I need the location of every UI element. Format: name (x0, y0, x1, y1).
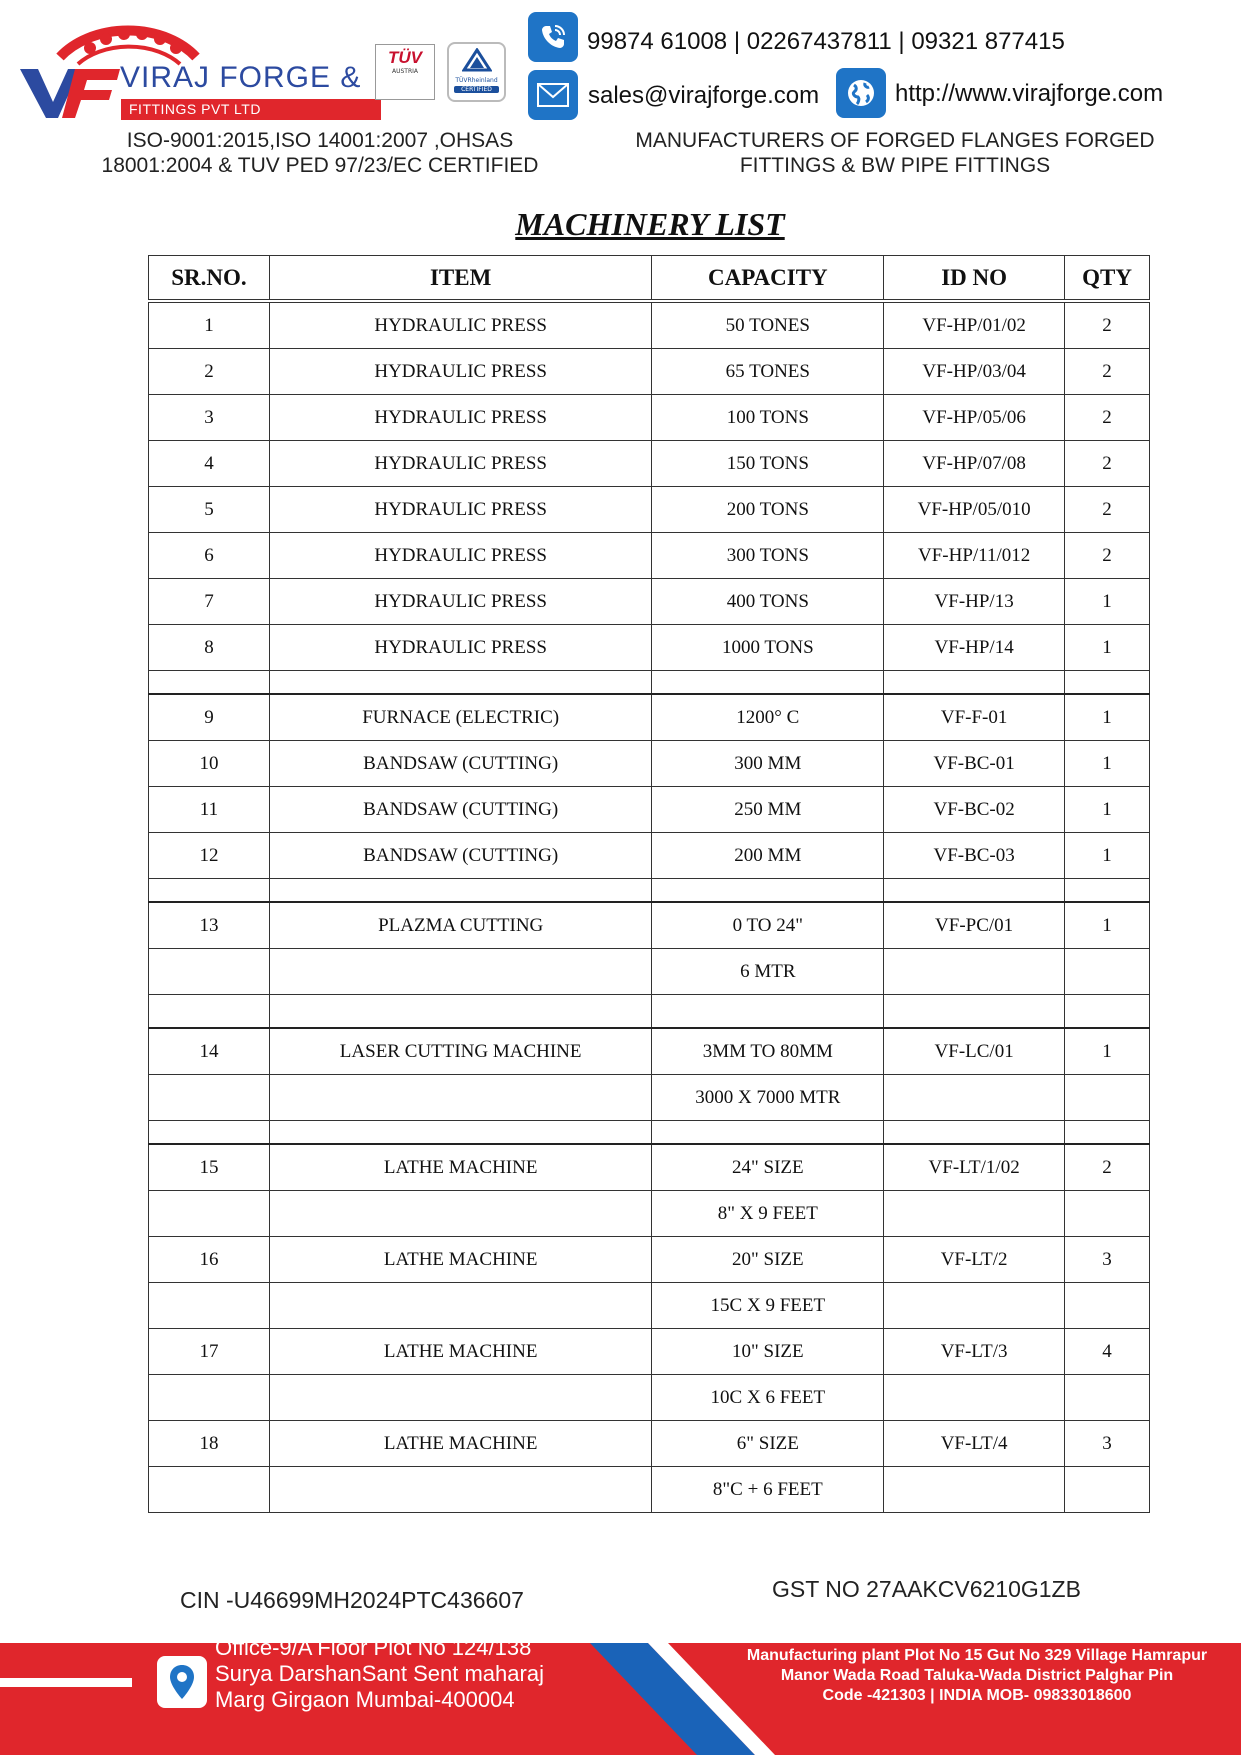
gst-number: GST NO 27AAKCV6210G1ZB (772, 1576, 1081, 1602)
table-row (149, 1329, 1150, 1375)
cell-sr: 3 (149, 395, 270, 441)
cell-qty (1065, 1283, 1150, 1329)
cell-capacity: 0 TO 24" (652, 902, 884, 949)
cell-capacity: 1000 TONS (652, 625, 884, 671)
cell-capacity: 15C X 9 FEET (652, 1283, 884, 1329)
cell-id: VF-F-01 (884, 694, 1065, 741)
cell-id (884, 1191, 1065, 1237)
cell-id: VF-HP/05/06 (884, 395, 1065, 441)
table-row (149, 625, 1150, 671)
cell-capacity: 24" SIZE (652, 1144, 884, 1191)
tuv-rheinland-label: CERTIFIED (454, 86, 499, 93)
cell-capacity: 6 MTR (652, 949, 884, 995)
cell-capacity: 6" SIZE (652, 1421, 884, 1467)
table-row (149, 349, 1150, 395)
cell-id (884, 1283, 1065, 1329)
cell-sr: 8 (149, 625, 270, 671)
header-id-no: ID NO (884, 256, 1065, 302)
table-spacer-row (149, 879, 1150, 903)
cell-item: LATHE MACHINE (269, 1329, 652, 1375)
cell-capacity: 3000 X 7000 MTR (652, 1075, 884, 1121)
certification-line (40, 128, 600, 178)
cell-item: HYDRAULIC PRESS (269, 395, 652, 441)
manufacturer-line (610, 128, 1180, 178)
cell-sr: 4 (149, 441, 270, 487)
cell-capacity: 200 TONS (652, 487, 884, 533)
cell-capacity: 300 TONS (652, 533, 884, 579)
plant-address-line-2: Manor Wada Road Taluka-Wada District Palghar Pin (780, 1667, 1174, 1684)
cell-sr (149, 1075, 270, 1121)
cell-item (269, 1467, 652, 1513)
office-address-line-1: Office-9/A Floor Plot No 124/138 (215, 1635, 532, 1660)
cell-id: VF-LT/1/02 (884, 1144, 1065, 1191)
cell-capacity: 50 TONES (652, 301, 884, 349)
cell-capacity: 200 MM (652, 833, 884, 879)
cell-qty: 1 (1065, 741, 1150, 787)
cell-item (269, 1283, 652, 1329)
cell-sr: 10 (149, 741, 270, 787)
cell-id: VF-HP/03/04 (884, 349, 1065, 395)
plant-address (722, 1646, 1232, 1706)
cell-id: VF-LT/3 (884, 1329, 1065, 1375)
cell-sr: 7 (149, 579, 270, 625)
cell-id: VF-HP/05/010 (884, 487, 1065, 533)
header-item: ITEM (269, 256, 652, 302)
cell-qty: 3 (1065, 1421, 1150, 1467)
globe-icon (836, 68, 886, 118)
letterhead-header (0, 0, 1241, 190)
cell-qty: 2 (1065, 441, 1150, 487)
office-address-line-3: Marg Girgaon Mumbai-400004 (215, 1687, 515, 1712)
cell-sr: 16 (149, 1237, 270, 1283)
tuv-rheinland-badge (447, 42, 506, 102)
cell-sr: 2 (149, 349, 270, 395)
table-row (149, 1237, 1150, 1283)
cell-id (884, 1375, 1065, 1421)
cin-number: CIN -U46699MH2024PTC436607 (180, 1587, 524, 1613)
cell-item: LATHE MACHINE (269, 1237, 652, 1283)
cell-sr (149, 1375, 270, 1421)
cell-capacity: 3MM TO 80MM (652, 1028, 884, 1075)
cell-sr: 13 (149, 902, 270, 949)
email-link[interactable]: sales@virajforge.com (588, 82, 820, 109)
cell-qty: 1 (1065, 833, 1150, 879)
cell-sr: 17 (149, 1329, 270, 1375)
cell-sr: 9 (149, 694, 270, 741)
cell-qty: 2 (1065, 533, 1150, 579)
cell-qty: 1 (1065, 1028, 1150, 1075)
cell-qty (1065, 949, 1150, 995)
cell-item: LATHE MACHINE (269, 1144, 652, 1191)
cell-id: VF-LC/01 (884, 1028, 1065, 1075)
phone-numbers[interactable]: 99874 61008 | 02267437811 | 09321 877415 (587, 28, 1065, 55)
table-row (149, 533, 1150, 579)
cell-sr: 14 (149, 1028, 270, 1075)
plant-address-line-3: Code -421303 | INDIA MOB- 09833018600 (822, 1687, 1132, 1704)
cell-sr: 6 (149, 533, 270, 579)
mail-icon (528, 70, 578, 120)
cell-item (269, 1075, 652, 1121)
cell-sr (149, 949, 270, 995)
table-row (149, 1028, 1150, 1075)
header-capacity: CAPACITY (652, 256, 884, 302)
cell-id: VF-HP/01/02 (884, 301, 1065, 349)
cell-qty: 1 (1065, 787, 1150, 833)
cell-item: HYDRAULIC PRESS (269, 349, 652, 395)
cell-qty: 1 (1065, 902, 1150, 949)
tuv-austria-country: AUSTRIA (391, 68, 418, 75)
table-row (149, 395, 1150, 441)
tuv-austria-badge (375, 44, 435, 100)
cell-item: HYDRAULIC PRESS (269, 625, 652, 671)
cell-item: HYDRAULIC PRESS (269, 441, 652, 487)
cell-item: LATHE MACHINE (269, 1421, 652, 1467)
cell-sr: 1 (149, 301, 270, 349)
cell-item: HYDRAULIC PRESS (269, 533, 652, 579)
cell-capacity: 250 MM (652, 787, 884, 833)
phone-icon (528, 12, 578, 62)
cell-id (884, 949, 1065, 995)
cell-qty: 2 (1065, 1144, 1150, 1191)
table-row (149, 1375, 1150, 1421)
certification-line-2: 18001:2004 & TUV PED 97/23/EC CERTIFIED (101, 154, 539, 177)
cell-qty: 2 (1065, 301, 1150, 349)
cell-item (269, 1375, 652, 1421)
cell-item (269, 1191, 652, 1237)
cell-item: PLAZMA CUTTING (269, 902, 652, 949)
company-subname: FITTINGS PVT LTD (121, 99, 381, 120)
cell-qty: 4 (1065, 1329, 1150, 1375)
cell-qty: 2 (1065, 395, 1150, 441)
table-row (149, 1191, 1150, 1237)
table-row (149, 579, 1150, 625)
cell-id: VF-HP/14 (884, 625, 1065, 671)
manufacturer-line-2: FITTINGS & BW PIPE FITTINGS (739, 154, 1051, 177)
table-row (149, 787, 1150, 833)
table-row (149, 694, 1150, 741)
company-logo (20, 12, 365, 122)
certification-line-1: ISO-9001:2015,ISO 14001:2007 ,OHSAS (126, 129, 514, 152)
cell-id: VF-PC/01 (884, 902, 1065, 949)
cell-sr: 11 (149, 787, 270, 833)
cell-qty (1065, 1191, 1150, 1237)
cell-item: HYDRAULIC PRESS (269, 579, 652, 625)
cell-sr (149, 1467, 270, 1513)
table-row (149, 1144, 1150, 1191)
table-row (149, 1075, 1150, 1121)
cell-item: BANDSAW (CUTTING) (269, 787, 652, 833)
table-row (149, 833, 1150, 879)
table-row (149, 301, 1150, 349)
company-name: VIRAJ FORGE & (120, 61, 362, 94)
cell-item: BANDSAW (CUTTING) (269, 741, 652, 787)
cell-qty (1065, 1075, 1150, 1121)
table-row (149, 741, 1150, 787)
cell-sr: 18 (149, 1421, 270, 1467)
document-title: MACHINERY LIST (515, 206, 785, 242)
header-qty: QTY (1065, 256, 1150, 302)
cell-id: VF-BC-03 (884, 833, 1065, 879)
table-header-row (149, 256, 1150, 302)
cell-id (884, 1467, 1065, 1513)
header-sr-no: SR.NO. (149, 256, 270, 302)
website-link[interactable]: http://www.virajforge.com (895, 80, 1164, 107)
table-row (149, 1467, 1150, 1513)
table-spacer-row (149, 671, 1150, 695)
cell-item: HYDRAULIC PRESS (269, 487, 652, 533)
office-address (215, 1635, 544, 1713)
table-spacer-row (149, 1121, 1150, 1145)
table-row (149, 1421, 1150, 1467)
cell-sr: 15 (149, 1144, 270, 1191)
cell-qty: 2 (1065, 487, 1150, 533)
cell-capacity: 65 TONES (652, 349, 884, 395)
cell-id (884, 1075, 1065, 1121)
table-row (149, 441, 1150, 487)
cell-id: VF-HP/07/08 (884, 441, 1065, 487)
table-row (149, 487, 1150, 533)
cell-qty (1065, 1467, 1150, 1513)
cell-capacity: 10C X 6 FEET (652, 1375, 884, 1421)
table-row (149, 902, 1150, 949)
manufacturer-line-1: MANUFACTURERS OF FORGED FLANGES FORGED (635, 129, 1155, 152)
table-row (149, 1283, 1150, 1329)
tuv-rheinland-brand: TÜVRheinland (455, 77, 498, 84)
cell-qty: 1 (1065, 694, 1150, 741)
map-pin-icon (157, 1656, 207, 1708)
cell-item: HYDRAULIC PRESS (269, 301, 652, 349)
cell-sr (149, 1191, 270, 1237)
cell-id: VF-LT/2 (884, 1237, 1065, 1283)
cell-id: VF-HP/13 (884, 579, 1065, 625)
cell-id: VF-BC-02 (884, 787, 1065, 833)
cell-id: VF-HP/11/012 (884, 533, 1065, 579)
office-address-line-2: Surya DarshanSant Sent maharaj (215, 1661, 544, 1686)
cell-sr: 12 (149, 833, 270, 879)
tuv-triangle-icon (462, 48, 492, 72)
machinery-table (148, 255, 1150, 1513)
cell-capacity: 1200° C (652, 694, 884, 741)
cell-capacity: 300 MM (652, 741, 884, 787)
cell-capacity: 150 TONS (652, 441, 884, 487)
tuv-austria-brand: TÜV (388, 48, 422, 67)
cell-capacity: 20" SIZE (652, 1237, 884, 1283)
cell-item (269, 949, 652, 995)
cell-item: LASER CUTTING MACHINE (269, 1028, 652, 1075)
table-row (149, 949, 1150, 995)
cell-qty: 1 (1065, 625, 1150, 671)
cell-capacity: 400 TONS (652, 579, 884, 625)
cell-item: BANDSAW (CUTTING) (269, 833, 652, 879)
cell-qty: 1 (1065, 579, 1150, 625)
cell-capacity: 100 TONS (652, 395, 884, 441)
cell-qty: 2 (1065, 349, 1150, 395)
cell-qty: 3 (1065, 1237, 1150, 1283)
plant-address-line-1: Manufacturing plant Plot No 15 Gut No 329 Village Hamrapur (746, 1647, 1208, 1664)
table-spacer-row (149, 995, 1150, 1029)
cell-capacity: 8" X 9 FEET (652, 1191, 884, 1237)
cell-id: VF-BC-01 (884, 741, 1065, 787)
cell-capacity: 10" SIZE (652, 1329, 884, 1375)
cell-capacity: 8"C + 6 FEET (652, 1467, 884, 1513)
cell-id: VF-LT/4 (884, 1421, 1065, 1467)
cell-qty (1065, 1375, 1150, 1421)
cell-sr: 5 (149, 487, 270, 533)
cell-sr (149, 1283, 270, 1329)
cell-item: FURNACE (ELECTRIC) (269, 694, 652, 741)
